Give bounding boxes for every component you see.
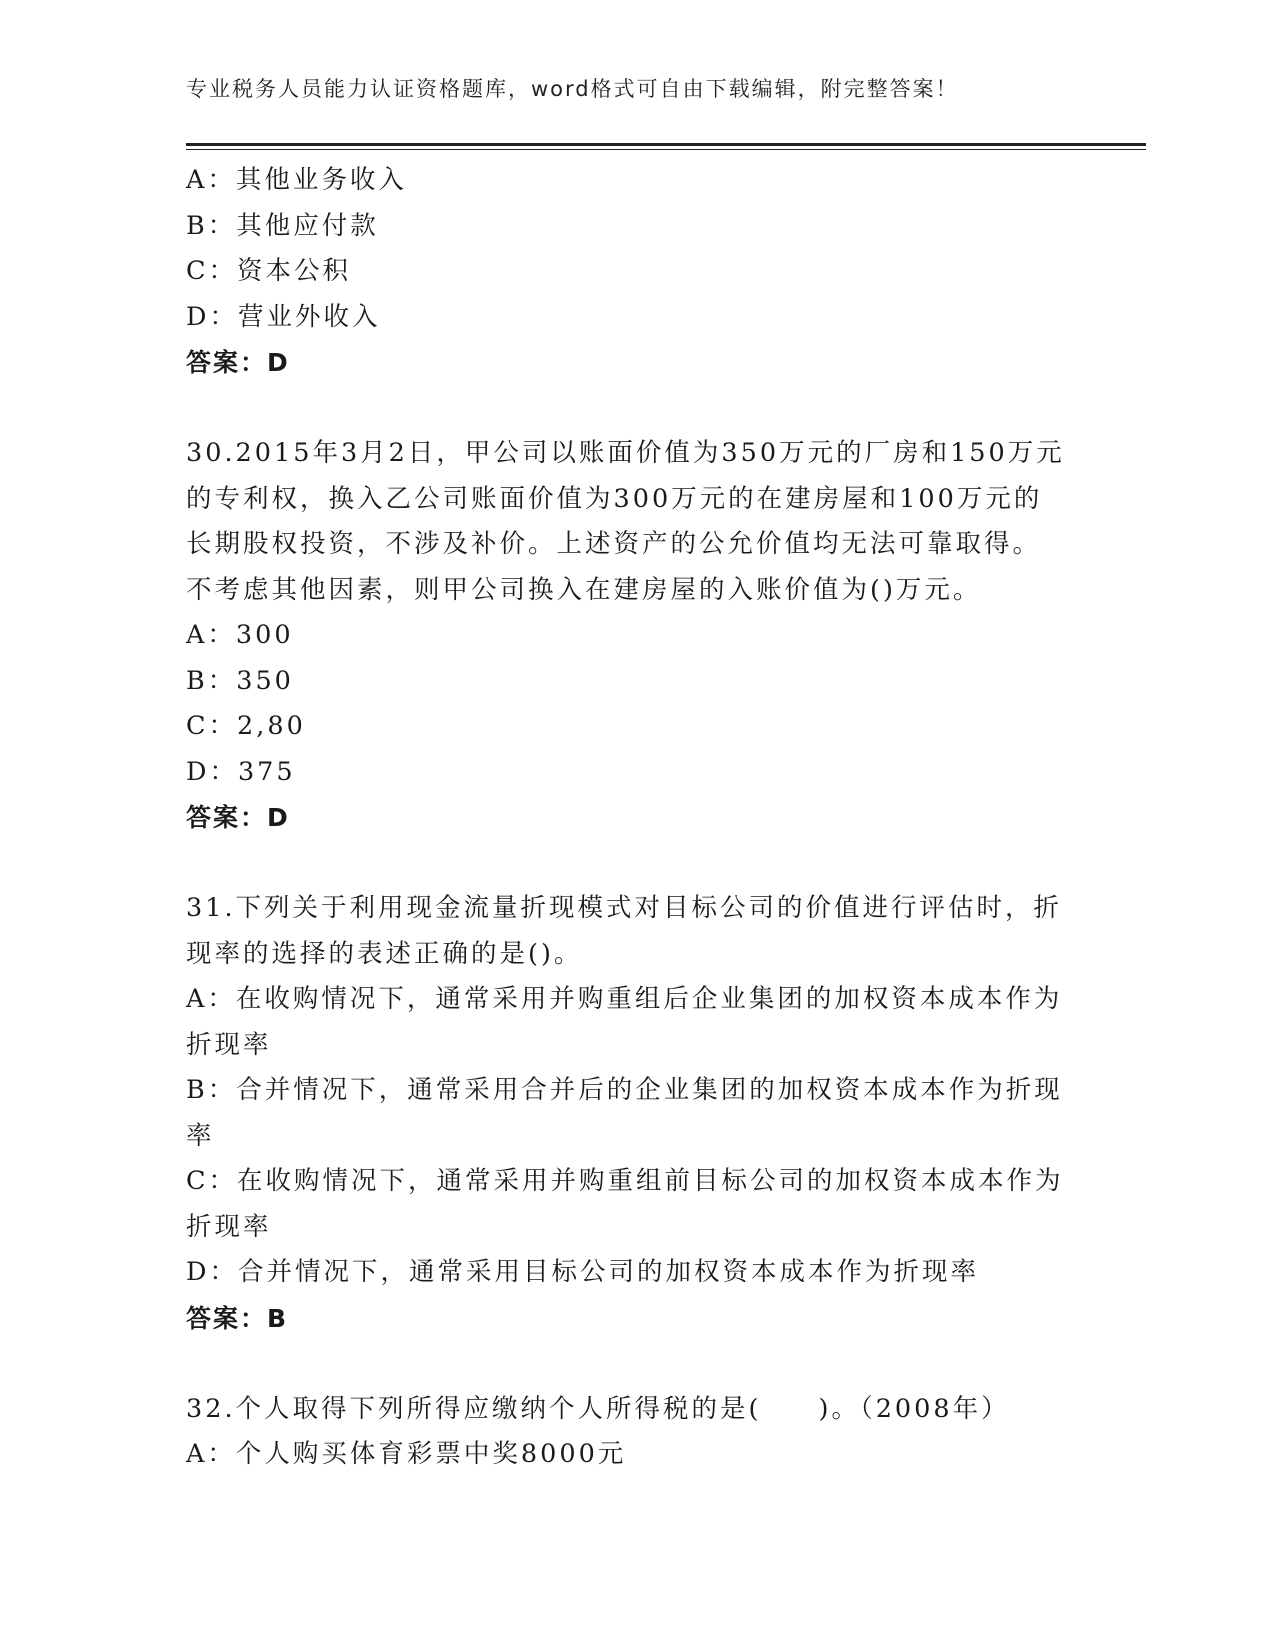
q29-option-d: D：营业外收入: [186, 301, 381, 332]
q29-option-a: A：其他业务收入: [186, 165, 407, 195]
q31-stem-line-2: 现率的选择的表述正确的是()。: [186, 938, 583, 969]
q30-option-b: B：350: [186, 665, 294, 696]
question-content: [186, 158, 1066, 1478]
document-header: 专业税务人员能力认证资格题库，word格式可自由下载编辑，附完整答案！: [186, 77, 959, 101]
question-32-block: [186, 1387, 1066, 1478]
header-rule-thick: [186, 143, 1146, 146]
q31-option-b-line-2: 率: [186, 1120, 215, 1151]
q29-option-c: C：资本公积: [186, 256, 352, 286]
q30-stem-line-3: 长期股权投资，不涉及补价。上述资产的公允价值均无法可靠取得。: [186, 529, 1042, 559]
question-30-block: [186, 431, 1066, 841]
q30-answer: 答案：D: [186, 803, 290, 832]
q30-option-a: A：300: [186, 620, 294, 650]
q30-stem-line-4: 不考虑其他因素，则甲公司换入在建房屋的入账价值为()万元。: [186, 574, 982, 605]
spacer: [186, 386, 1066, 432]
q31-option-a-line-2: 折现率: [186, 1029, 272, 1060]
q31-option-c-line-1: C：在收购情况下，通常采用并购重组前目标公司的加权资本成本作为: [186, 1166, 1064, 1196]
q31-answer: 答案：B: [186, 1303, 289, 1333]
header-rule-thin: [186, 149, 1146, 150]
spacer: [186, 841, 1066, 887]
q29-answer: 答案：D: [186, 348, 290, 377]
q29-option-b: B：其他应付款: [186, 210, 379, 241]
spacer: [186, 1341, 1066, 1387]
question-29-block: [186, 158, 1066, 386]
q31-option-d: D：合并情况下，通常采用目标公司的加权资本成本作为折现率: [186, 1257, 979, 1287]
q31-stem-line-1: 31.下列关于利用现金流量折现模式对目标公司的价值进行评估时，折: [186, 893, 1063, 923]
q32-option-a: A：个人购买体育彩票中奖8000元: [186, 1439, 627, 1469]
q30-stem-line-1: 30.2015年3月2日，甲公司以账面价值为350万元的厂房和150万元: [186, 438, 1065, 468]
q31-option-c-line-2: 折现率: [186, 1211, 272, 1242]
q30-option-c: C：2,80: [186, 711, 306, 741]
q30-stem-line-2: 的专利权，换入乙公司账面价值为300万元的在建房屋和100万元的: [186, 483, 1043, 514]
q32-stem-line-1: 32.个人取得下列所得应缴纳个人所得税的是( )。（2008年）: [186, 1393, 1010, 1424]
question-31-block: [186, 886, 1066, 1341]
q30-option-d: D：375: [186, 756, 296, 787]
q31-option-a-line-1: A：在收购情况下，通常采用并购重组后企业集团的加权资本成本作为: [186, 984, 1063, 1014]
q31-option-b-line-1: B：合并情况下，通常采用合并后的企业集团的加权资本成本作为折现: [186, 1075, 1063, 1105]
